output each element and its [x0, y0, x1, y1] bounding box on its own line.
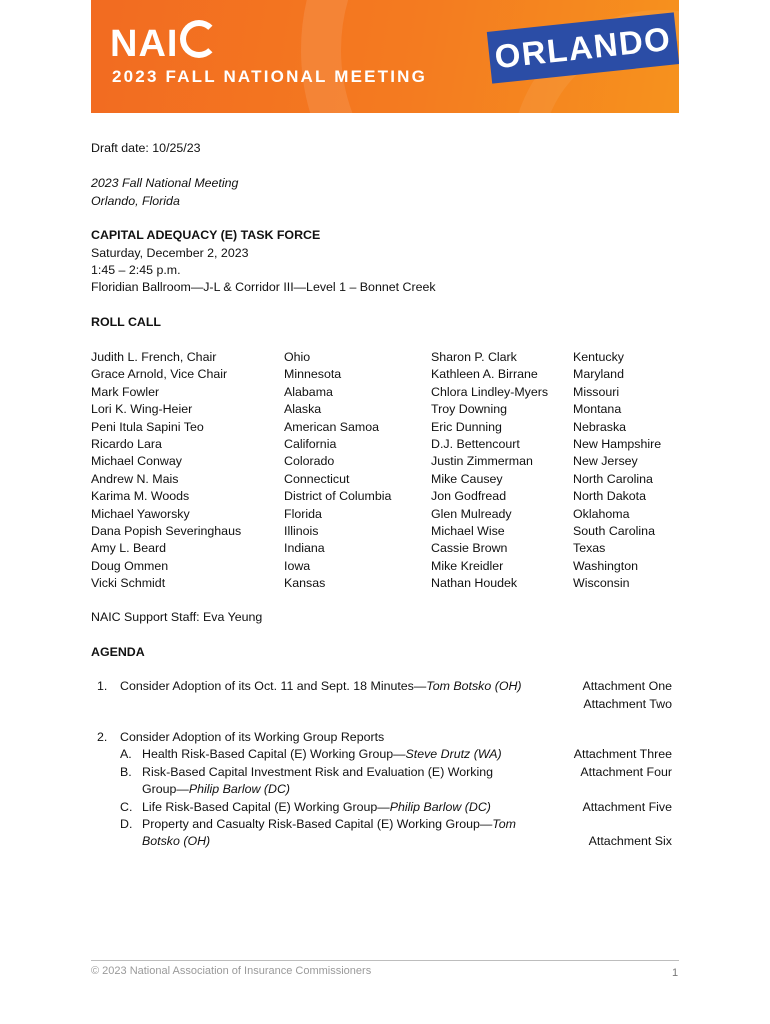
naic-logo: NAI: [110, 20, 218, 63]
roster-state: Montana: [573, 402, 622, 417]
roster-state: Colorado: [284, 454, 335, 469]
agenda-item-text: Property and Casualty Risk-Based Capital (E) Working Group—: [142, 817, 493, 831]
roster-state: Kansas: [284, 576, 326, 591]
roster-state: Connecticut: [284, 471, 350, 486]
roster-state: South Carolina: [573, 524, 655, 539]
agenda-item-text: Group—: [142, 782, 189, 796]
roster-state: Illinois: [284, 524, 319, 539]
roster-state: Maryland: [573, 367, 624, 382]
attachment-label: Attachment Three: [573, 747, 672, 761]
agenda-item-2-number: 2.: [97, 730, 108, 744]
roster-name: D.J. Bettencourt: [431, 437, 520, 452]
session-time: 1:45 – 2:45 p.m.: [91, 263, 181, 277]
roster-name: Michael Conway: [91, 454, 182, 469]
agenda-item-text: Risk-Based Capital Investment Risk and Evaluation (E) Working: [142, 765, 493, 779]
roster-name: Amy L. Beard: [91, 541, 167, 556]
naic-c-mark-icon: [180, 20, 218, 58]
roster-state: California: [284, 437, 337, 452]
agenda-subitem-b: [142, 764, 493, 781]
agenda-presenter: Tom Botsko (OH): [426, 679, 522, 693]
roster-name: Lori K. Wing-Heier: [91, 402, 193, 417]
roster-state: American Samoa: [284, 419, 380, 434]
attachment-label: Attachment Four: [580, 765, 672, 779]
footer-divider: [91, 960, 679, 961]
meeting-location: Orlando, Florida: [91, 194, 180, 208]
roster-name: Chlora Lindley-Myers: [431, 384, 549, 399]
attachment-label: Attachment Six: [588, 834, 672, 848]
subitem-letter: D.: [120, 817, 133, 831]
draft-date: Draft date: 10/25/23: [91, 141, 201, 155]
agenda-presenter: Botsko (OH): [142, 834, 211, 848]
agenda-subitem-a: [142, 746, 502, 763]
roster-state: New Jersey: [573, 454, 638, 469]
roster-right-states: [573, 349, 661, 593]
agenda-subitem-d: [142, 816, 516, 833]
roster-state: District of Columbia: [284, 489, 392, 504]
roster-state: Ohio: [284, 350, 311, 364]
roster-name: Michael Yaworsky: [91, 506, 190, 521]
roster-name: Cassie Brown: [431, 541, 508, 556]
agenda-item-2: Consider Adoption of its Working Group Reports: [120, 730, 385, 744]
roster-name: Doug Ommen: [91, 558, 169, 573]
roll-call-heading: ROLL CALL: [91, 315, 161, 329]
roster-name: Kathleen A. Birrane: [431, 367, 538, 382]
city-badge-label: ORLANDO: [492, 19, 674, 76]
roster-state: Iowa: [284, 558, 311, 573]
roster-state: Nebraska: [573, 419, 627, 434]
footer-copyright: © 2023 National Association of Insurance Commissioners: [91, 965, 372, 977]
roster-name: Mark Fowler: [91, 384, 160, 399]
attachment-label: Attachment One: [582, 679, 672, 693]
roster-name: Mike Causey: [431, 471, 503, 486]
roster-right-names: [431, 349, 548, 593]
roster-name: Eric Dunning: [431, 419, 502, 434]
roster-state: Indiana: [284, 541, 325, 556]
agenda-presenter: Philip Barlow (DC): [188, 782, 291, 796]
banner-meeting-title: 2023 FALL NATIONAL MEETING: [112, 67, 428, 86]
roster-state: New Hampshire: [573, 437, 662, 452]
roster-name: Sharon P. Clark: [431, 350, 517, 364]
meeting-banner: [91, 0, 679, 113]
agenda-item-text: Life Risk-Based Capital (E) Working Group—: [142, 800, 390, 814]
agenda-item-1: [120, 678, 522, 695]
agenda-presenter: Tom: [492, 817, 516, 831]
meeting-name: 2023 Fall National Meeting: [91, 176, 239, 190]
roster-name: Nathan Houdek: [431, 576, 518, 591]
attachment-label: Attachment Five: [582, 800, 672, 814]
agenda-item-1-number: 1.: [97, 679, 108, 693]
roster-state: Alabama: [284, 384, 333, 399]
session-room: Floridian Ballroom—J-L & Corridor III—Level 1 – Bonnet Creek: [91, 280, 436, 294]
support-staff: NAIC Support Staff: Eva Yeung: [91, 610, 263, 624]
roster-state: North Dakota: [573, 489, 647, 504]
roster-state: Minnesota: [284, 367, 342, 382]
session-title: CAPITAL ADEQUACY (E) TASK FORCE: [91, 228, 321, 242]
subitem-letter: A.: [120, 747, 132, 761]
roster-state: Wisconsin: [573, 576, 630, 591]
roster-name: Glen Mulready: [431, 506, 512, 521]
roster-name: Karima M. Woods: [91, 489, 190, 504]
roster-left-states: [284, 349, 391, 593]
attachment-label: Attachment Two: [583, 697, 672, 711]
subitem-letter: B.: [120, 765, 132, 779]
agenda-heading: AGENDA: [91, 645, 145, 659]
agenda-presenter: Steve Drutz (WA): [405, 747, 502, 761]
roster-state: Oklahoma: [573, 506, 630, 521]
roster-name: Peni Itula Sapini Teo: [91, 419, 204, 434]
agenda-subitem-c: [142, 799, 491, 816]
roster-name: Ricardo Lara: [91, 437, 162, 452]
roster-left-names: [91, 349, 241, 593]
subitem-letter: C.: [120, 800, 133, 814]
roster-state: Florida: [284, 506, 322, 521]
roster-state: Kentucky: [573, 350, 624, 364]
roster-state: Texas: [573, 541, 606, 556]
roster-name: Mike Kreidler: [431, 558, 504, 573]
roster-name: Troy Downing: [431, 402, 507, 417]
roster-name: Dana Popish Severinghaus: [91, 524, 242, 539]
agenda-presenter: Philip Barlow (DC): [389, 800, 491, 814]
roster-name: Andrew N. Mais: [91, 471, 179, 486]
roster-name: Michael Wise: [431, 524, 505, 539]
roster-name: Grace Arnold, Vice Chair: [91, 367, 228, 382]
agenda-item-text: Consider Adoption of its Oct. 11 and Sept. 18 Minutes—: [120, 679, 427, 693]
session-date: Saturday, December 2, 2023: [91, 246, 249, 260]
roster-state: Missouri: [573, 384, 620, 399]
agenda-subitem-b-cont: [142, 781, 290, 798]
agenda-item-text: Health Risk-Based Capital (E) Working Group—: [142, 747, 406, 761]
roster-state: Alaska: [284, 402, 322, 417]
roster-name: Judith L. French, Chair: [91, 350, 217, 364]
page-number: 1: [672, 967, 679, 979]
roster-name: Justin Zimmerman: [431, 454, 533, 469]
roster-state: North Carolina: [573, 471, 653, 486]
roster-name: Jon Godfread: [431, 489, 507, 504]
roster-state: Washington: [573, 558, 638, 573]
roster-name: Vicki Schmidt: [91, 576, 166, 591]
